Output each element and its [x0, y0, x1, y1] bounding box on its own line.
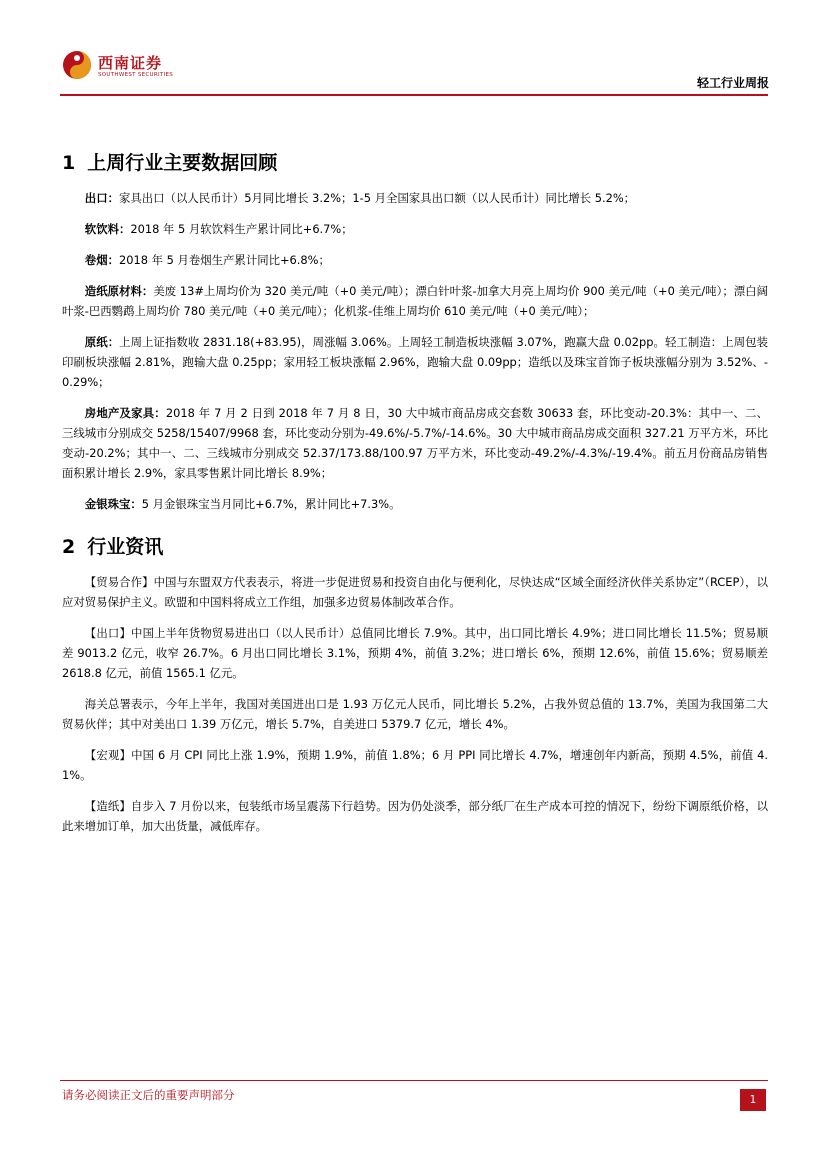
header-divider [60, 94, 768, 96]
section-heading-1 [62, 150, 768, 176]
news-paper: 【造纸】自步入 7 月份以来，包装纸市场呈震荡下行趋势。因为仍处淡季，部分纸厂在生产成本可控的情况下，纷纷下调原纸价格，以此来增加订单，加大出货量，减低库存。 [62, 799, 768, 833]
item-label: 金银珠宝： [84, 497, 142, 511]
item-label: 房地产及家具： [84, 406, 166, 420]
logo-text-cn: 西南证券 [98, 54, 163, 72]
item-label: 软饮料： [84, 222, 131, 236]
company-logo [62, 50, 182, 84]
data-item-soft-drinks [62, 219, 768, 239]
item-text: 2018 年 5 月软饮料生产累计同比+6.7%； [130, 222, 353, 236]
item-text: 2018 年 7 月 2 日到 2018 年 7 月 8 日，30 大中城市商品房成交套数 30633 套，环比变动-20.3%：其中一、二、三线城市分别成交 5258/15407/9968 套，环比变动分别为-49.6%/-5.7%/-14.6%。30 大中城市商品房成交面积 327.21 万平方米，环比变动-20.2%；其中一、二、三线城市分别成交 52.37/173.88/100.97 万平方米，环比变动-49.2%/-4.3%/-19.4%。前五月份商品房销售面积累计增长 2.9%，家具零售累计同比增长 8.9%； [62, 406, 768, 480]
news-trade-cooperation: 【贸易合作】中国与东盟双方代表表示，将进一步促进贸易和投资自由化与便利化，尽快达成“区域全面经济伙伴关系协定”（RCEP），以应对贸易保护主义。欧盟和中国料将成立工作组，加强多边贸易体制改革合作。 [62, 575, 768, 609]
item-text: 家具出口（以人民币计）5月同比增长 3.2%；1-5 月全国家具出口额（以人民币计）同比增长 5.2%； [118, 191, 636, 205]
section-number: 1 [62, 152, 76, 174]
item-label: 卷烟： [84, 253, 119, 267]
section-title: 行业资讯 [87, 536, 164, 558]
section-number: 2 [62, 536, 76, 558]
footer-divider [60, 1080, 768, 1081]
section-title: 上周行业主要数据回顾 [87, 152, 278, 174]
news-macro: 【宏观】中国 6 月 CPI 同比上涨 1.9%，预期 1.9%，前值 1.8%；6 月 PPI 同比增长 4.7%，增速创年内新高，预期 4.5%，前值 4.1%。 [62, 748, 768, 782]
section-heading-2 [62, 534, 768, 560]
data-item-jewelry [62, 494, 768, 514]
page-header [0, 0, 827, 100]
report-type: 轻工行业周报 [696, 76, 769, 90]
data-item-paper-raw-materials [62, 281, 768, 321]
page-number: 1 [740, 1089, 766, 1111]
data-item-real-estate-furniture [62, 403, 768, 483]
item-text: 2018 年 5 月卷烟生产累计同比+6.8%； [118, 253, 330, 267]
item-text: 美废 13#上周均价为 320 美元/吨（+0 美元/吨）；漂白针叶浆-加拿大月亮上周均价 900 美元/吨（+0 美元/吨）；漂白阔叶浆-巴西鹦鹉上周均价 780 美元/吨（+0 美元/吨）；化机浆-佳维上周均价 610 美元/吨（+0 美元/吨）； [62, 284, 768, 318]
main-content [62, 150, 768, 847]
news-export: 【出口】中国上半年货物贸易进出口（以人民币计）总值同比增长 7.9%。其中，出口同比增长 4.9%；进口同比增长 11.5%；贸易顺差 9013.2 亿元，收窄 26.7%。6 月出口同比增长 3.1%，预期 4%，前值 3.2%；进口增长 6%，预期 12.6%，前值 15.6%；贸易顺差 2618.8 亿元，前值 1565.1 亿元。 [62, 626, 768, 680]
item-text: 5 月金银珠宝当月同比+6.7%，累计同比+7.3%。 [141, 497, 401, 511]
data-item-base-paper [62, 332, 768, 392]
disclaimer-note: 请务必阅读正文后的重要声明部分 [62, 1088, 235, 1102]
item-label: 造纸原材料： [84, 284, 154, 298]
news-customs: 海关总署表示，今年上半年，我国对美国进出口是 1.93 万亿元人民币，同比增长 5.2%，占我外贸总值的 13.7%，美国为我国第二大贸易伙伴；其中对美出口 1.39 万亿元，增长 5.7%，自美进口 5379.7 亿元，增长 4%。 [62, 697, 768, 731]
logo-text-en: SOUTHWEST SECURITIES [98, 72, 174, 78]
item-label: 出口： [84, 191, 119, 205]
item-label: 原纸： [84, 335, 120, 349]
data-item-cigarettes [62, 250, 768, 270]
data-item-export [62, 188, 768, 208]
item-text: 上周上证指数收 2831.18(+83.95)，周涨幅 3.06%。上周轻工制造板块涨幅 3.07%，跑赢大盘 0.02pp。轻工制造：上周包装印刷板块涨幅 2.81%，跑输大盘 0.25pp；家用轻工板块涨幅 2.96%，跑输大盘 0.09pp；造纸以及珠宝首饰子板块涨幅分别为 3.52%、-0.29%； [62, 335, 768, 389]
logo-emblem-icon [62, 50, 92, 80]
